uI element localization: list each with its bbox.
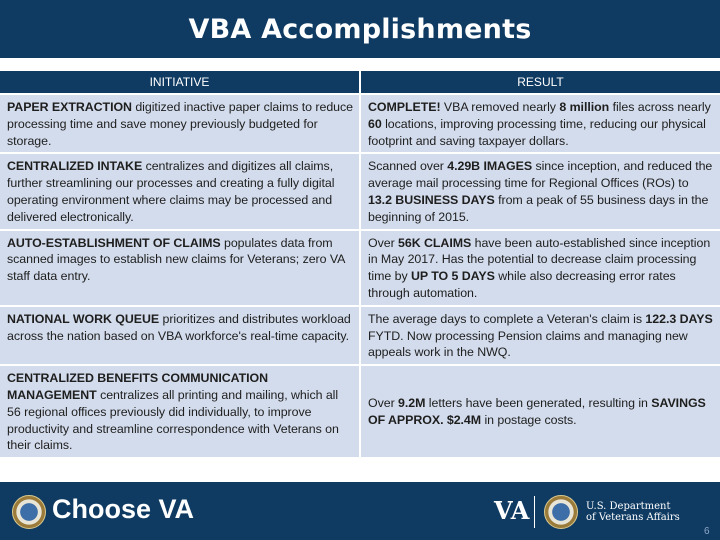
department-line-1: U.S. Department [586, 501, 671, 512]
logo-divider [534, 496, 535, 528]
result-text-run: Scanned over [368, 159, 448, 174]
result-text-run: while also decreasing error rates through automation. [368, 269, 676, 300]
initiative-text-run: prioritizes and distributes workload across the nation based on VBA workforce's real-time capacity. [7, 311, 351, 343]
initiative-text-run: centralizes and digitizes all claims, further streamlining our processes and creating a fully digital operating environment where claims may be processed and delivered electronically. [7, 159, 335, 224]
cell-result-1 [361, 95, 720, 152]
result-text-run: UP TO 5 DAYS [410, 269, 495, 284]
title-bar [0, 0, 720, 58]
cell-initiative-5 [0, 366, 359, 457]
initiative-text-run: digitized inactive paper claims to reduce processing time and save money previously budgeted for storage. [7, 100, 354, 148]
result-text-run: have been auto-established since inception in May 2017. Has the potential to decrease claim processing time by [368, 235, 711, 284]
result-text-run: COMPLETE! [368, 100, 441, 114]
result-text-run: 56K CLAIMS [398, 235, 472, 250]
result-text-run: 13.2 BUSINESS DAYS [368, 192, 495, 207]
result-text-run: SAVINGS OF APPROX. $2.4M [368, 396, 706, 428]
va-seal-icon [12, 495, 46, 529]
department-name [586, 501, 680, 523]
initiative-text-run: NATIONAL WORK QUEUE [7, 311, 160, 326]
result-text-run: letters have been generated, resulting in [425, 396, 652, 411]
result-text-run: 60 [368, 116, 382, 131]
result-text-run: 122.3 DAYS [645, 311, 713, 326]
initiative-text-run: populates data from scanned images to establish new claims for Veterans; zero VA staff data entry. [7, 235, 345, 284]
result-text-run: 9.2M [398, 396, 426, 411]
result-text-run: since inception, and reduced the average mail processing time for Regional Offices (ROs) to [368, 159, 713, 191]
cell-result-4 [361, 307, 720, 364]
choose-va-logo [52, 494, 194, 525]
cell-initiative-4 [0, 307, 359, 364]
result-text-run: 4.29B IMAGES [447, 159, 533, 174]
result-text-run: The average days to complete a Veteran's claim is [368, 311, 646, 326]
result-text-run: VBA removed nearly [440, 100, 560, 114]
department-line-2: of Veterans Affairs [586, 512, 680, 523]
cell-result-2 [361, 154, 720, 228]
cell-initiative-2 [0, 154, 359, 228]
initiative-text-run: CENTRALIZED BENEFITS COMMUNICATION MANAGEMENT [7, 371, 269, 402]
va-logo: VA [494, 496, 530, 525]
cell-result-5 [361, 366, 720, 457]
initiative-text-run: AUTO-ESTABLISHMENT OF CLAIMS [7, 235, 221, 250]
choose-va-logo-text: Choose VA [52, 494, 195, 524]
result-text-run: Over [368, 235, 399, 250]
initiative-text-run: CENTRALIZED INTAKE [7, 159, 143, 174]
header-initiative: INITIATIVE [0, 71, 359, 93]
result-text-run: in postage costs. [481, 413, 577, 428]
result-text-run: Over [368, 396, 399, 411]
result-text-run: from a peak of 55 business days in the beginning of 2015. [368, 192, 709, 224]
cell-initiative-3 [0, 231, 359, 305]
page-title: VBA Accomplishments [188, 13, 532, 45]
result-text-run: FYTD. Now processing Pension claims and managing new appeals work in the NWQ. [368, 328, 688, 360]
result-text-run: locations, improving processing time, reducing our physical footprint and saving taxpayer dollars. [368, 116, 706, 148]
department-seal-icon [544, 495, 578, 529]
cell-result-3 [361, 231, 720, 305]
accomplishments-table [0, 71, 720, 457]
header-result: RESULT [361, 71, 720, 93]
initiative-text-run: PAPER EXTRACTION [7, 100, 132, 114]
cell-initiative-1 [0, 95, 359, 152]
result-text-run: files across nearly [609, 100, 711, 114]
initiative-text-run: centralizes all printing and mailing, which all 56 regional offices previously did individually, to improve productivity and streamline correspondence with Veterans on their claims. [7, 387, 339, 453]
page-number: 6 [704, 526, 710, 537]
result-text-run: 8 million [559, 100, 610, 114]
